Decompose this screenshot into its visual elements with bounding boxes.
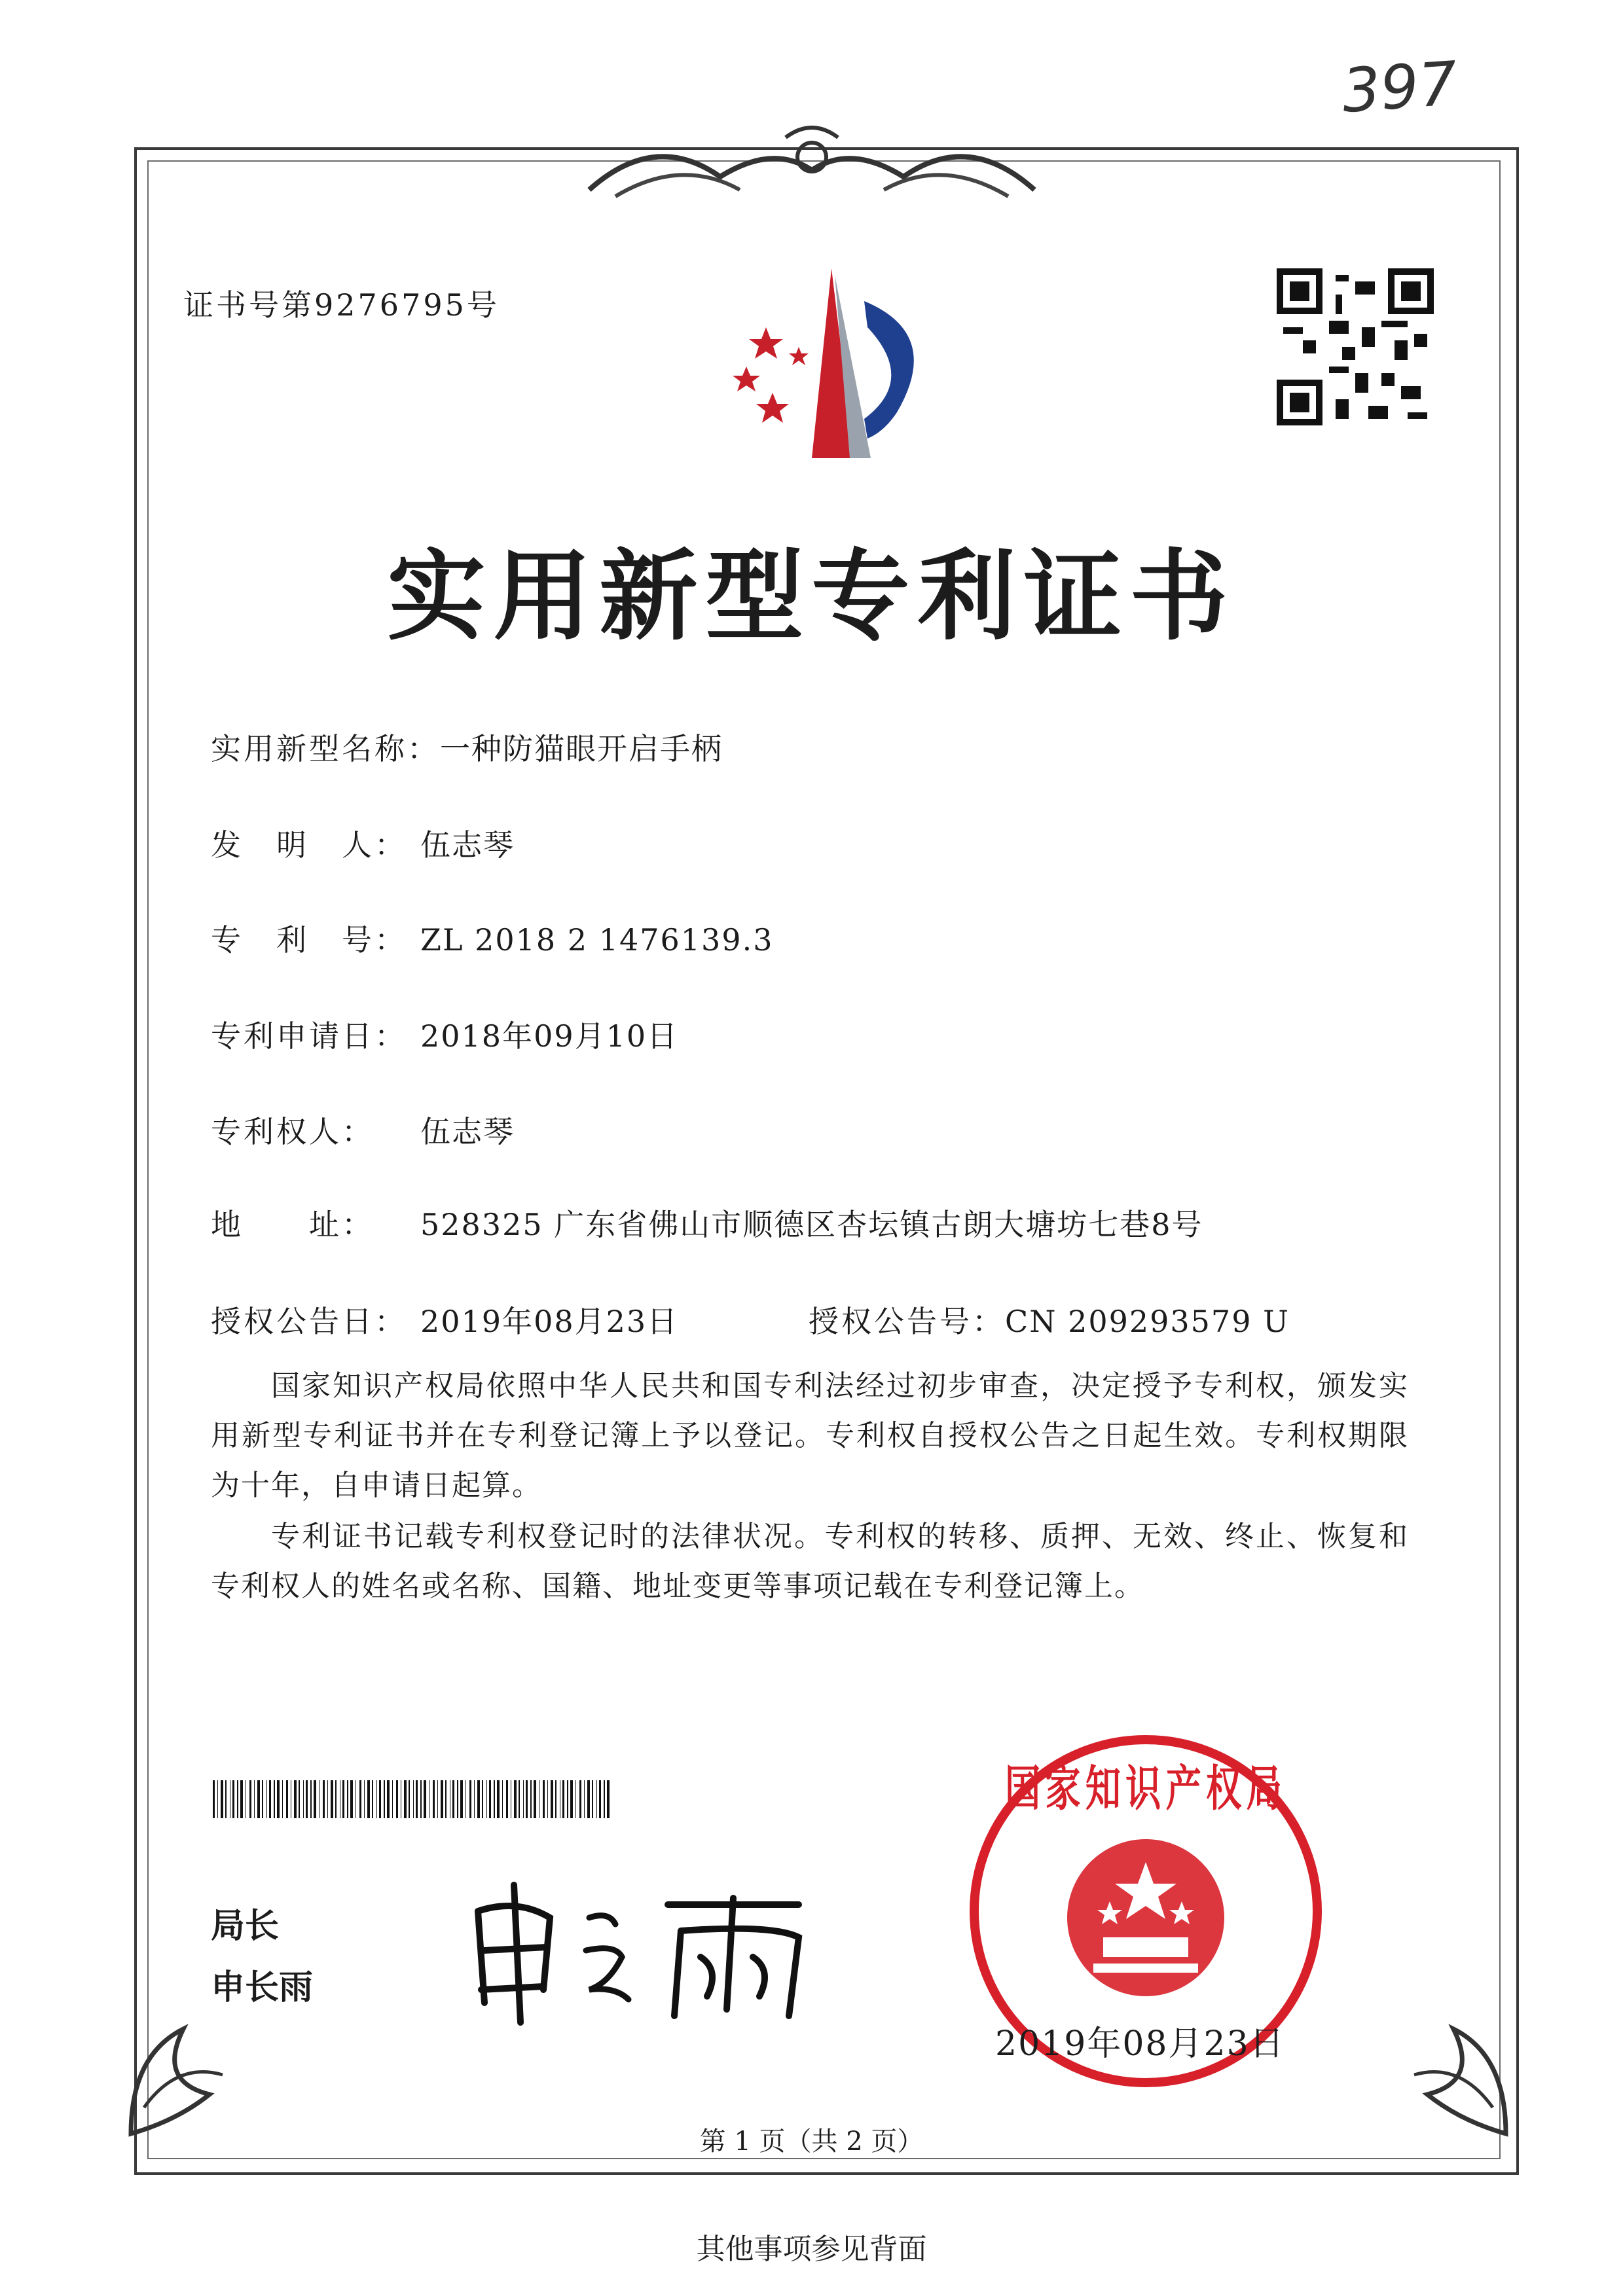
barcode-icon	[213, 1780, 612, 1818]
field-label: 地 址：	[211, 1207, 374, 1242]
field-label: 专利申请日：	[211, 1018, 407, 1054]
field-publication-number	[809, 1298, 1290, 1341]
field-value: 2019年08月23日	[420, 1304, 679, 1339]
seal-date: 2019年08月23日	[995, 2024, 1285, 2064]
footer-note: 其他事项参见背面	[696, 2233, 927, 2266]
field-patentee	[211, 1108, 515, 1151]
field-label: 实用新型名称：	[211, 731, 440, 766]
field-value: 一种防猫眼开启手柄	[440, 731, 723, 766]
field-application-date	[211, 1013, 678, 1056]
field-inventor	[211, 821, 515, 865]
qr-code-icon	[1277, 268, 1434, 425]
field-label: 发 明 人：	[211, 827, 407, 863]
field-address	[211, 1201, 1203, 1244]
field-label: 专 利 号：	[211, 922, 407, 958]
field-patent-number	[211, 916, 773, 960]
director-name: 申长雨	[211, 1968, 314, 2007]
field-label: 授权公告号：	[809, 1304, 1005, 1339]
certificate-number: 证书号第9276795号	[183, 287, 500, 323]
statement-paragraph: 国家知识产权局依照中华人民共和国专利法经过初步审查，决定授予专利权，颁发实用新型专利证书并在专利登记簿上予以登记。专利权自授权公告之日起生效。专利权期限为十年，自申请日起算。	[211, 1369, 1409, 1502]
handwritten-note: 397	[1340, 48, 1460, 126]
field-label: 授权公告日：	[211, 1304, 407, 1339]
seal-text: 国家知识产权局	[1005, 1761, 1286, 1817]
page-number: 第 1 页（共 2 页）	[699, 2126, 924, 2157]
certificate-title: 实用新型专利证书	[387, 539, 1236, 654]
patent-office-logo-icon	[701, 262, 949, 471]
field-value: 伍志琴	[420, 827, 515, 863]
field-value: 2018年09月10日	[420, 1018, 679, 1054]
field-value: 528325 广东省佛山市顺德区杏坛镇古朗大塘坊七巷8号	[420, 1207, 1203, 1242]
field-value: 伍志琴	[420, 1114, 515, 1149]
field-publication-date	[211, 1298, 678, 1341]
field-value: CN 209293579 U	[1005, 1304, 1290, 1339]
top-ornament-icon	[576, 118, 1048, 209]
statement-paragraph: 专利证书记载专利权登记时的法律状况。专利权的转移、质押、无效、终止、恢复和专利权人的姓名或名称、国籍、地址变更等事项记载在专利登记簿上。	[211, 1520, 1409, 1603]
director-signature	[458, 1872, 825, 2029]
field-label: 专利权人：	[211, 1114, 374, 1149]
field-value: ZL 2018 2 1476139.3	[420, 922, 774, 958]
director-title: 局长	[211, 1907, 280, 1946]
field-utility-model-name	[211, 725, 723, 768]
